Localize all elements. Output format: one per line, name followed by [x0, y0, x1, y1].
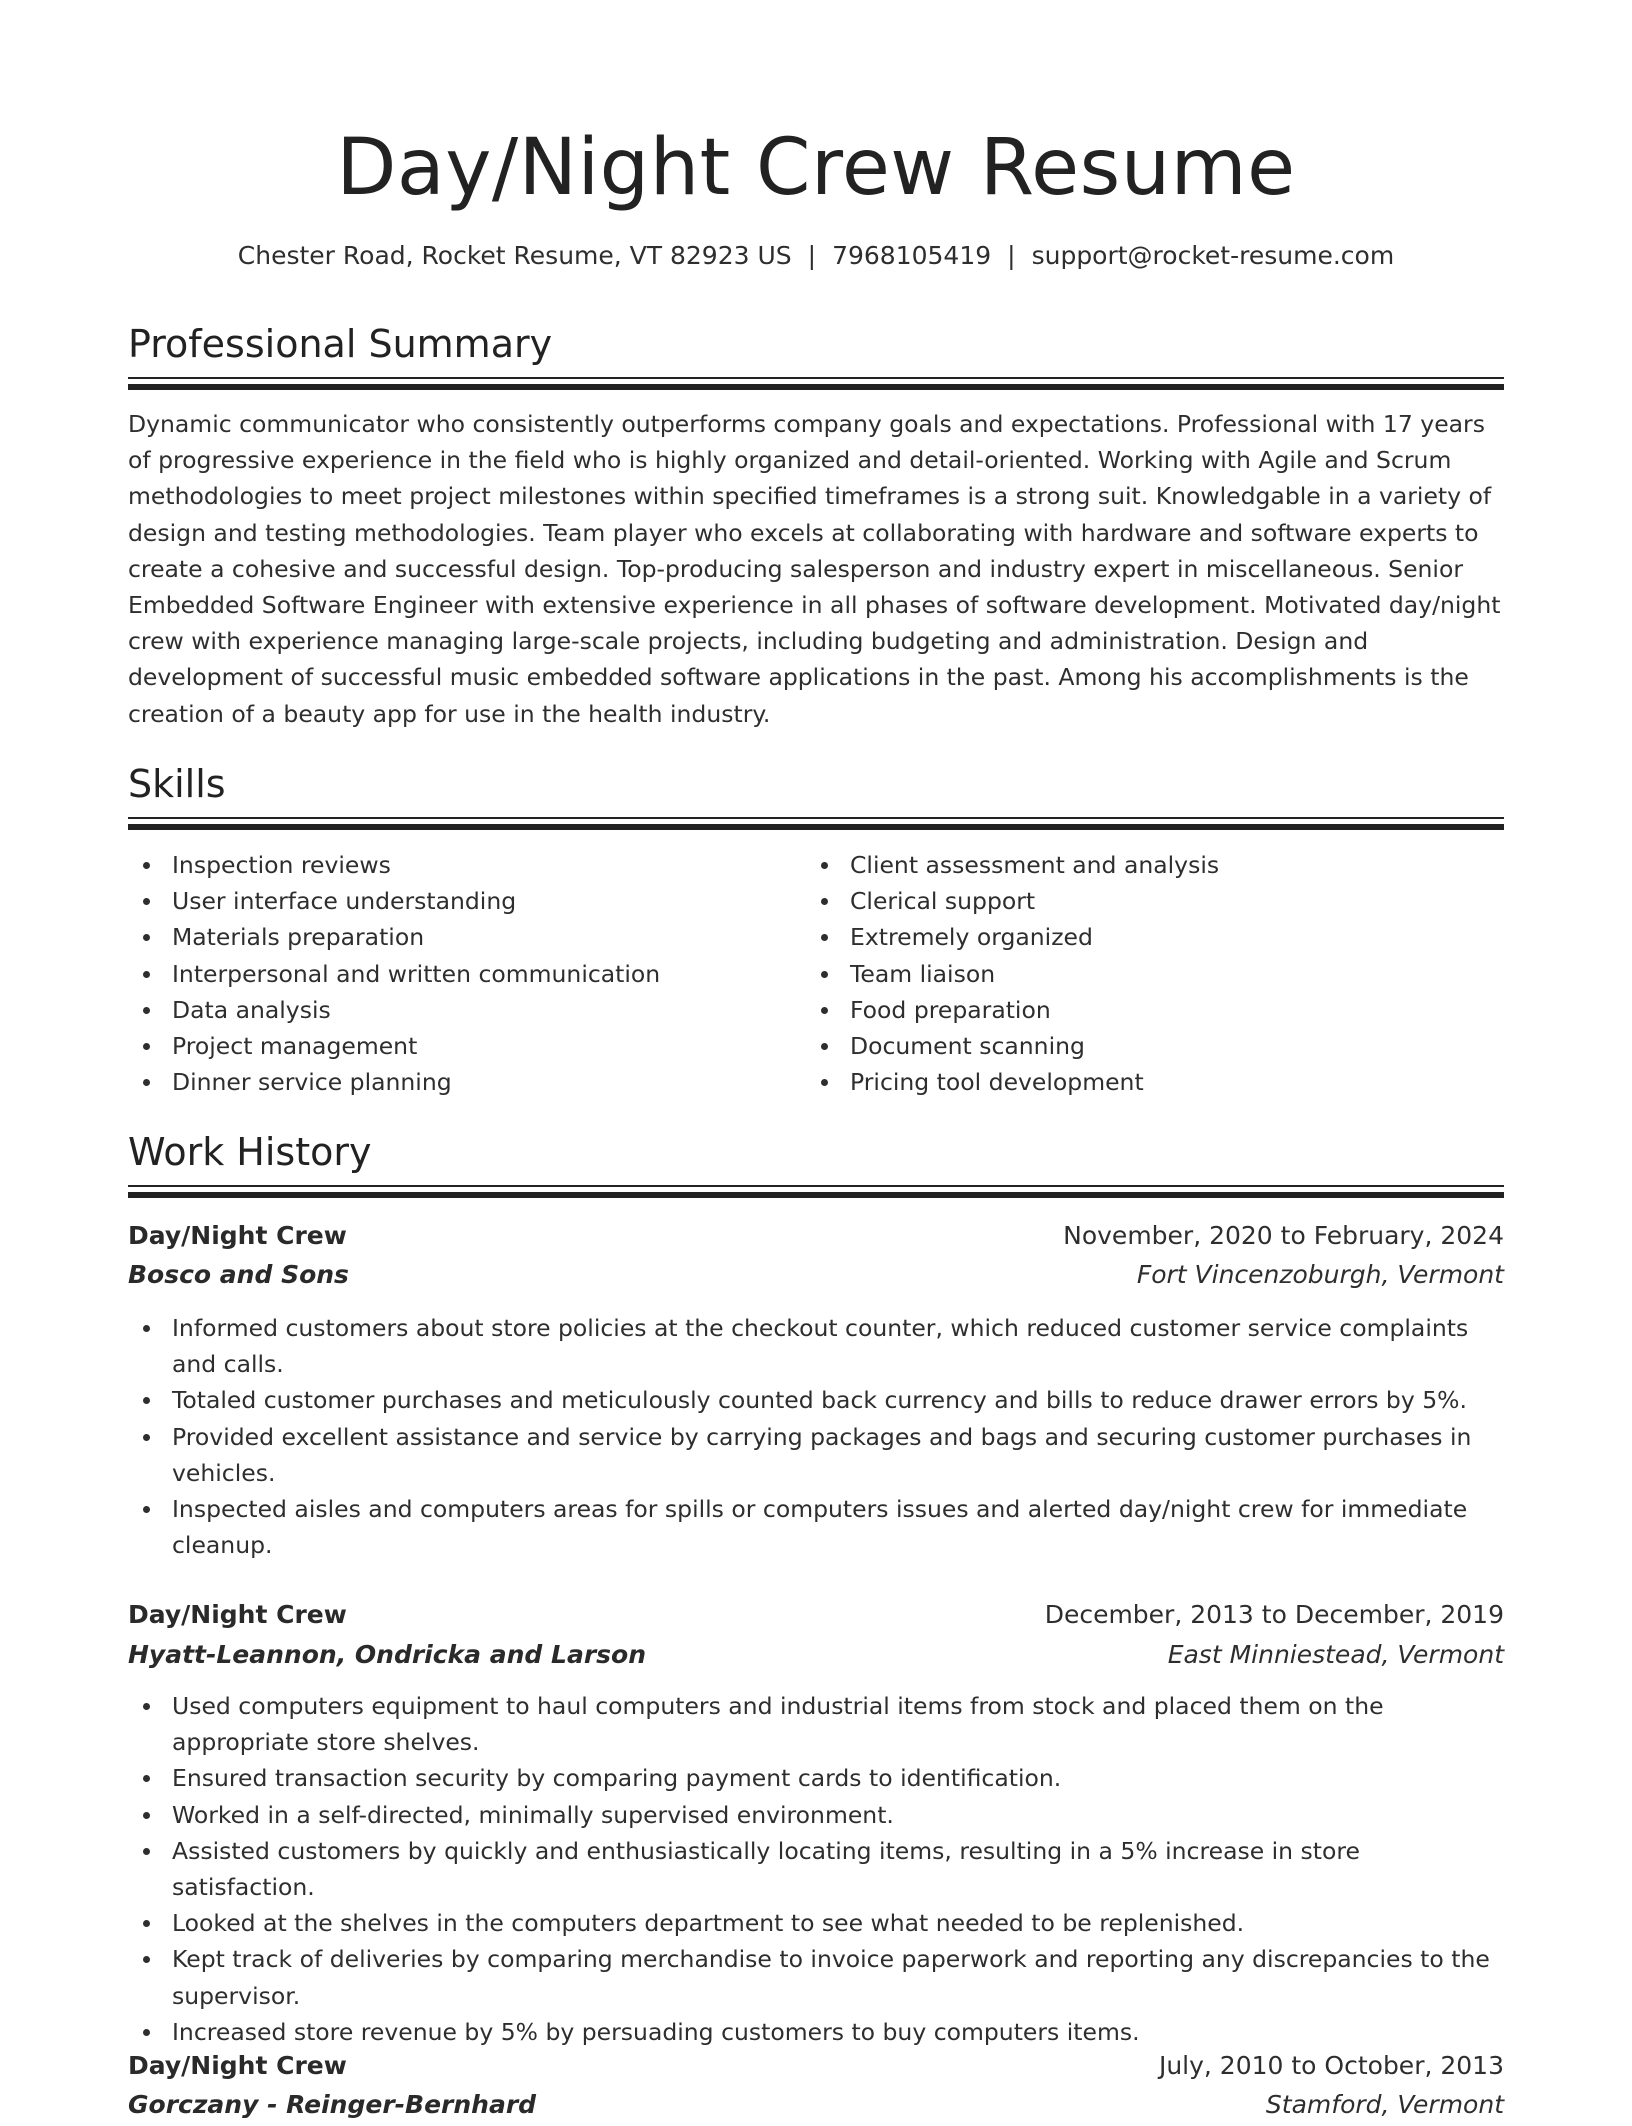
job-header — [128, 1596, 1504, 1636]
contact-phone: 7968105419 — [832, 241, 992, 270]
job-subheader — [128, 2086, 1504, 2126]
job-bullet: Provided excellent assistance and service by carrying packages and bags and securing customer purchases in vehicles. — [128, 1419, 1504, 1491]
contact-separator: | — [1007, 241, 1016, 270]
skill-item: Extremely organized — [806, 919, 1219, 955]
summary-heading: Professional Summary — [128, 322, 553, 366]
section-divider — [128, 1185, 1504, 1198]
job-dates: December, 2013 to December, 2019 — [1044, 1600, 1504, 1629]
job-bullet: Ensured transaction security by comparing payment cards to identification. — [128, 1760, 1504, 1796]
contact-email: support@rocket-resume.com — [1031, 241, 1395, 270]
skill-item: Inspection reviews — [128, 847, 660, 883]
job-subheader — [128, 1636, 1504, 1676]
skills-list-right — [806, 847, 1219, 1100]
job-dates: July, 2010 to October, 2013 — [1158, 2051, 1504, 2080]
job-dates: November, 2020 to February, 2024 — [1063, 1221, 1504, 1250]
divider-thick-line — [128, 824, 1504, 830]
skill-item: Project management — [128, 1028, 660, 1064]
skill-item: Dinner service planning — [128, 1064, 660, 1100]
job-location: Stamford, Vermont — [1265, 2090, 1504, 2119]
job-company: Hyatt-Leannon, Ondricka and Larson — [128, 1640, 647, 1669]
work-history-heading: Work History — [128, 1130, 372, 1174]
skill-item: Data analysis — [128, 992, 660, 1028]
contact-separator: | — [807, 241, 817, 270]
divider-thick-line — [128, 1192, 1504, 1198]
skill-item: Team liaison — [806, 956, 1219, 992]
job-header — [128, 1217, 1504, 1257]
job-bullets — [128, 1310, 1504, 1563]
divider-thin-line — [128, 1185, 1504, 1187]
job-bullet: Assisted customers by quickly and enthusiastically locating items, resulting in a 5% increase in store satisfaction. — [128, 1833, 1504, 1905]
job-title: Day/Night Crew — [128, 1221, 347, 1250]
job-bullet: Totaled customer purchases and meticulously counted back currency and bills to reduce drawer errors by 5%. — [128, 1382, 1504, 1418]
job-bullet: Kept track of deliveries by comparing merchandise to invoice paperwork and reporting any discrepancies to the supervisor. — [128, 1941, 1504, 2013]
job-company: Bosco and Sons — [128, 1260, 349, 1289]
contact-line — [128, 238, 1504, 274]
skill-item: Document scanning — [806, 1028, 1219, 1064]
job-bullet: Worked in a self-directed, minimally supervised environment. — [128, 1797, 1504, 1833]
job-bullet: Informed customers about store policies at the checkout counter, which reduced customer service complaints and calls. — [128, 1310, 1504, 1382]
summary-text: Dynamic communicator who consistently outperforms company goals and expectations. Professional with 17 years of progressive experience in the field who is highly organized and detail-oriented. Working with Agile and Scrum methodologies to meet project milestones within specified timeframes is a strong suit. Knowledgable in a variety of design and testing methodologies. Team player who excels at collaborating with hardware and software experts to create a cohesive and successful design. Top-producing salesperson and industry expert in miscellaneous. Senior Embedded Software Engineer with extensive experience in all phases of software development. Motivated day/night crew with experience managing large-scale projects, including budgeting and administration. Design and development of successful music embedded software applications in the past. Among his accomplishments is the creation of a beauty app for use in the health industry. — [128, 410, 1501, 728]
skill-item: Clerical support — [806, 883, 1219, 919]
job-location: Fort Vincenzoburgh, Vermont — [1136, 1260, 1504, 1289]
divider-thick-line — [128, 384, 1504, 390]
skill-item: Materials preparation — [128, 919, 660, 955]
resume-title: Day/Night Crew Resume — [336, 123, 1296, 213]
section-divider — [128, 817, 1504, 830]
divider-thin-line — [128, 817, 1504, 819]
contact-address: Chester Road, Rocket Resume, VT 82923 US — [237, 241, 792, 270]
job-title: Day/Night Crew — [128, 2051, 347, 2080]
divider-thin-line — [128, 377, 1504, 379]
skills-list-left — [128, 847, 660, 1100]
job-bullet: Looked at the shelves in the computers department to see what needed to be replenished. — [128, 1905, 1504, 1941]
job-bullet: Used computers equipment to haul computers and industrial items from stock and placed them on the appropriate store shelves. — [128, 1688, 1504, 1760]
skill-item: Food preparation — [806, 992, 1219, 1028]
skill-item: Client assessment and analysis — [806, 847, 1219, 883]
job-subheader — [128, 1256, 1504, 1296]
section-divider — [128, 377, 1504, 390]
skills-heading: Skills — [128, 762, 226, 806]
skill-item: Interpersonal and written communication — [128, 956, 660, 992]
job-location: East Minniestead, Vermont — [1167, 1640, 1504, 1669]
job-company: Gorczany - Reinger-Bernhard — [128, 2090, 537, 2119]
job-header — [128, 2047, 1504, 2087]
skill-item: User interface understanding — [128, 883, 660, 919]
job-title: Day/Night Crew — [128, 1600, 347, 1629]
job-bullets — [128, 1688, 1504, 2050]
job-bullet: Increased store revenue by 5% by persuading customers to buy computers items. — [128, 2014, 1504, 2050]
job-bullet: Inspected aisles and computers areas for spills or computers issues and alerted day/night crew for immediate cleanup. — [128, 1491, 1504, 1563]
skill-item: Pricing tool development — [806, 1064, 1219, 1100]
